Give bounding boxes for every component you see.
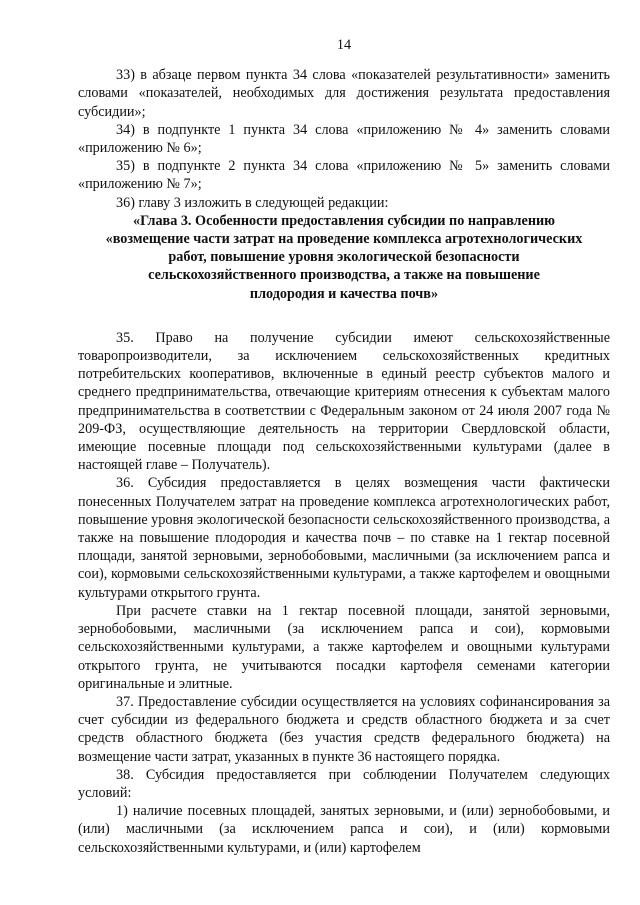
- document-page: [78, 36, 610, 857]
- paragraph-38: 38. Субсидия предоставляется при соблюдении Получателем следующих условий:: [78, 766, 610, 801]
- chapter-title: [78, 212, 610, 303]
- paragraph-35: 35. Право на получение субсидии имеют сельскохозяйственные товаропроизводители, за исключением сельскохозяйственных кредитных потребительских кооперативов, включенные в единый реестр субъектов малого и среднего предпринимательства, отвечающие критериям отнесения к субъектам малого предпринимательства в соответствии с Федеральным законом от 24 июля 2007 года № 209-ФЗ, осуществляющие деятельность на территории Свердловской области, имеющие посевные площади под сельскохозяйственными культурами (далее в настоящей главе – Получатель).: [78, 329, 610, 474]
- chapter-title-line: сельскохозяйственного производства, а также на повышение: [148, 267, 540, 284]
- chapter-title-line: «Глава 3. Особенности предоставления субсидии по направлению: [132, 212, 556, 229]
- amendment-33: 33) в абзаце первом пункта 34 слова «показателей результативности» заменить словами «показателей, необходимых для достижения результата предоставления субсидии»;: [78, 67, 610, 120]
- paragraph-37: 37. Предоставление субсидии осуществляется на условиях софинансирования за счет субсидии из федерального бюджета и средств областного бюджета и за счет средств областного бюджета (без участия средств федерального бюджета) на возмещение части затрат, указанных в пункте 36 настоящего порядка.: [78, 693, 610, 765]
- page-number: 14: [336, 37, 352, 53]
- chapter-title-line: «возмещение части затрат на проведение комплекса агротехнологических: [105, 231, 583, 248]
- amendment-35: 35) в подпункте 2 пункта 34 слова «приложению № 5» заменить словами «приложению № 7»;: [78, 158, 610, 193]
- amendment-36: 36) главу 3 изложить в следующей редакции:: [116, 194, 389, 211]
- paragraph-36: 36. Субсидия предоставляется в целях возмещения части фактически понесенных Получателем затрат на проведение комплекса агротехнологических работ, повышение уровня экологической безопасности сельскохозяйственного производства, а также на повышение плодородия и качества почв – по ставке на 1 гектар посевной площади, занятой зерновыми, зернобобовыми, масличными (за исключением рапса и сои), кормовыми сельскохозяйственными культурами, а также картофелем и овощными культурами открытого грунта.: [78, 475, 610, 601]
- chapter-title-line: работ, повышение уровня экологической безопасности: [168, 249, 520, 266]
- chapter-title-line: плодородия и качества почв»: [249, 285, 439, 302]
- amendment-34: 34) в подпункте 1 пункта 34 слова «приложению № 4» заменить словами «приложению № 6»;: [78, 121, 610, 157]
- paragraph-36-rate-note: При расчете ставки на 1 гектар посевной площади, занятой зерновыми, зернобобовыми, масличными (за исключением рапса и сои), кормовыми сельскохозяйственными культурами, а также картофелем и овощными культурами открытого грунта, не учитываются посадки картофеля семенами категории оригинальные и элитные.: [78, 602, 610, 692]
- paragraph-38-condition-1: 1) наличие посевных площадей, занятых зерновыми, и (или) зернобобовыми, и (или) масличными (за исключением рапса и сои), и (или) кормовыми сельскохозяйственными культурами, и (или) картофелем: [78, 803, 610, 856]
